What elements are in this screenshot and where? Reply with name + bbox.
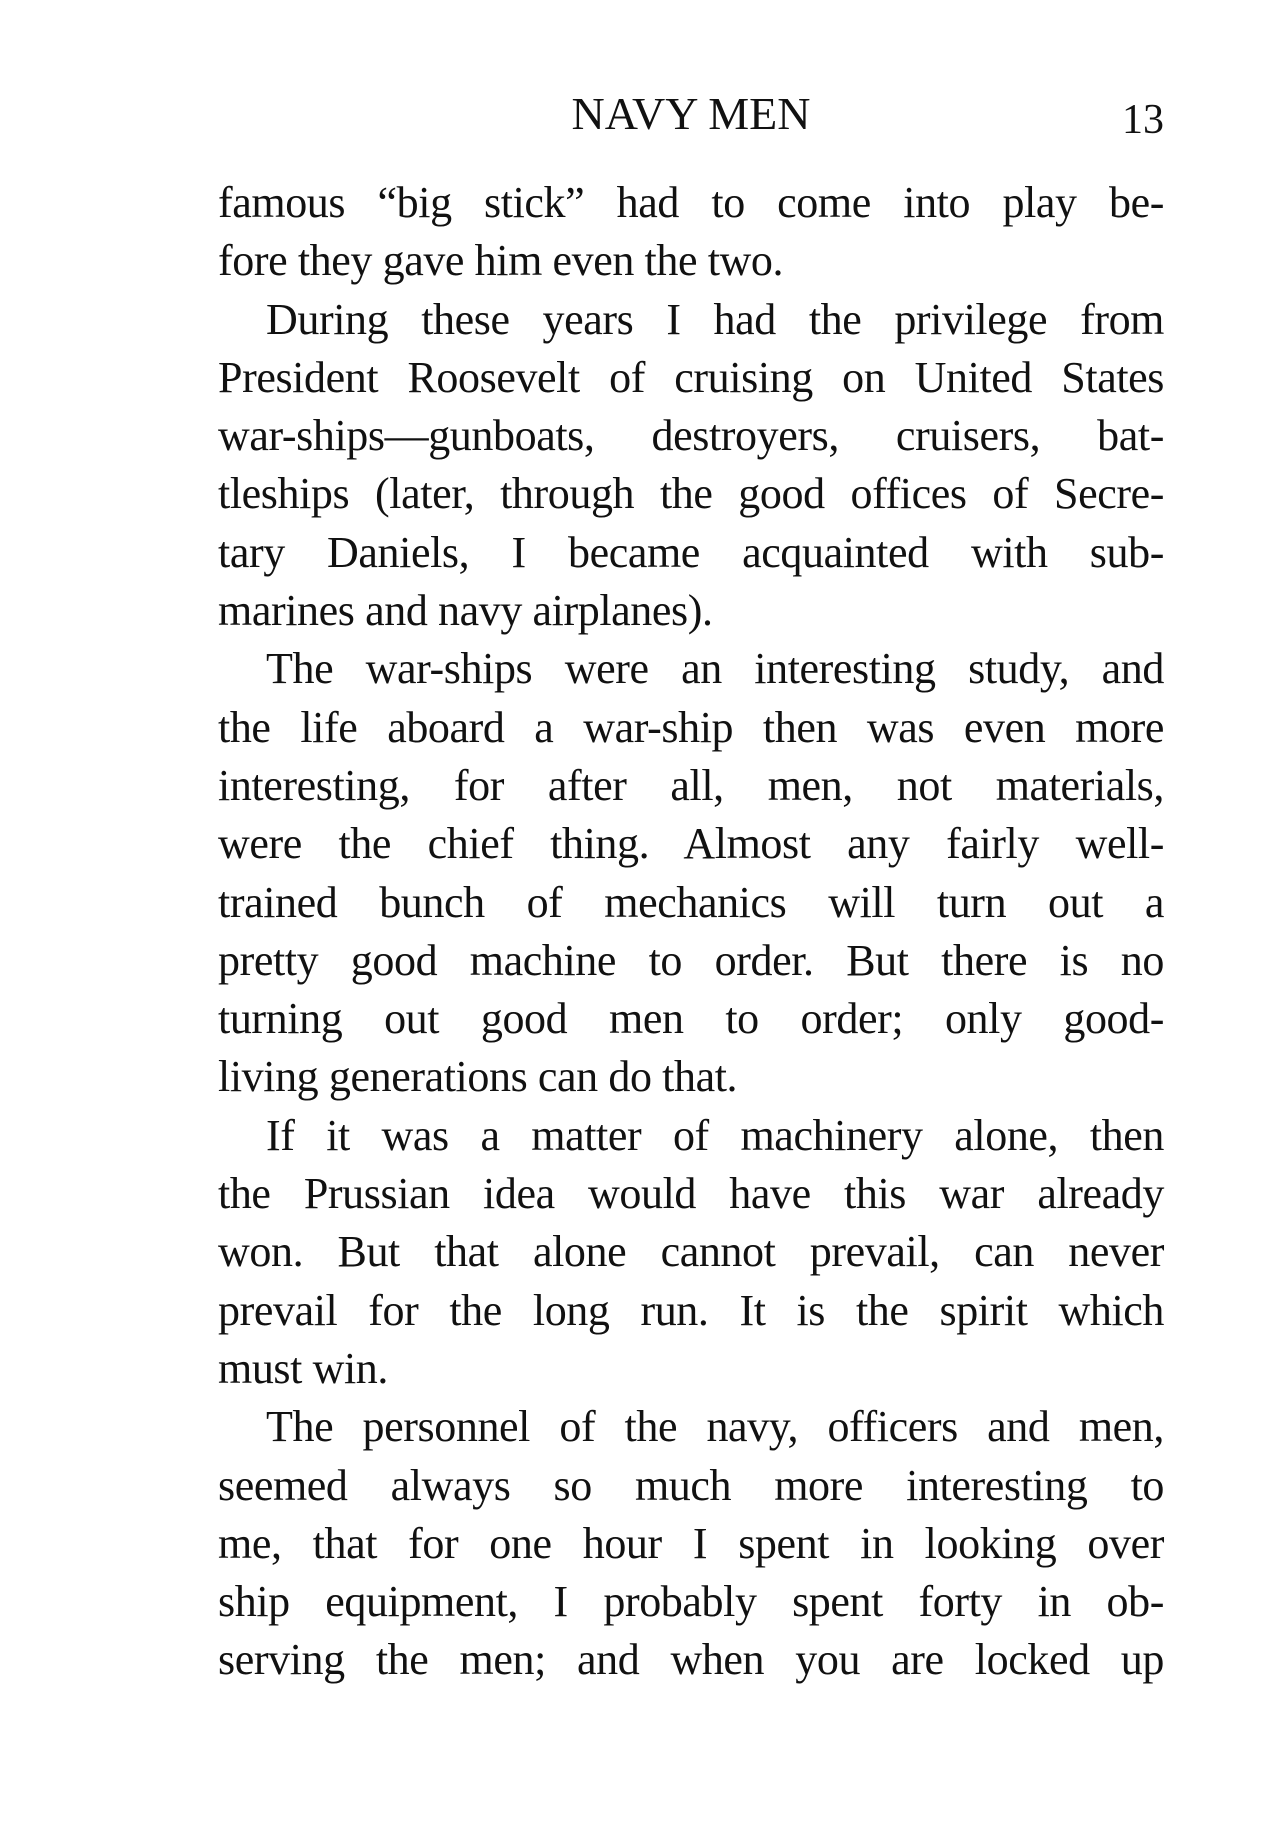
text-line: If it was a matter of machinery alone, then xyxy=(266,1110,1164,1160)
text-line: trained bunch of mechanics will turn out a xyxy=(218,877,1164,927)
text-line: ship equipment, I probably spent forty in ob- xyxy=(218,1577,1164,1627)
page-header xyxy=(218,84,1164,144)
text-line: pretty good machine to order. But there is no xyxy=(218,935,1164,985)
text-line: the Prussian idea would have this war already xyxy=(218,1169,1164,1219)
text-line: marines and navy airplanes). xyxy=(218,586,713,636)
text-line: war-ships—gunboats, destroyers, cruisers, bat- xyxy=(218,411,1164,461)
text-line: seemed always so much more interesting to xyxy=(218,1460,1164,1510)
text-line: tary Daniels, I became acquainted with sub- xyxy=(218,527,1164,577)
page-number: 13 xyxy=(1122,97,1164,143)
text-line: turning out good men to order; only good- xyxy=(218,994,1164,1044)
text-line: prevail for the long run. It is the spirit which xyxy=(218,1285,1164,1335)
text-line: won. But that alone cannot prevail, can never xyxy=(218,1227,1164,1277)
text-line: The war-ships were an interesting study, and xyxy=(266,644,1164,694)
text-line: tleships (later, through the good offices of Secre- xyxy=(218,469,1164,519)
text-line: The personnel of the navy, officers and men, xyxy=(266,1402,1164,1452)
text-line: fore they gave him even the two. xyxy=(218,236,784,286)
text-line: the life aboard a war-ship then was even more xyxy=(218,702,1164,752)
text-line: were the chief thing. Almost any fairly well- xyxy=(218,819,1164,869)
body-text xyxy=(218,174,1164,1690)
running-title: NAVY MEN xyxy=(571,88,811,139)
text-line: must win. xyxy=(218,1343,388,1393)
text-line: interesting, for after all, men, not materials, xyxy=(218,760,1164,810)
text-line: serving the men; and when you are locked up xyxy=(218,1635,1164,1685)
text-line: me, that for one hour I spent in looking over xyxy=(218,1518,1164,1568)
text-line: living generations can do that. xyxy=(218,1052,738,1102)
text-line: During these years I had the privilege from xyxy=(266,294,1164,344)
text-line: President Roosevelt of cruising on United States xyxy=(218,352,1164,402)
text-line: famous “big stick” had to come into play be- xyxy=(218,178,1164,227)
